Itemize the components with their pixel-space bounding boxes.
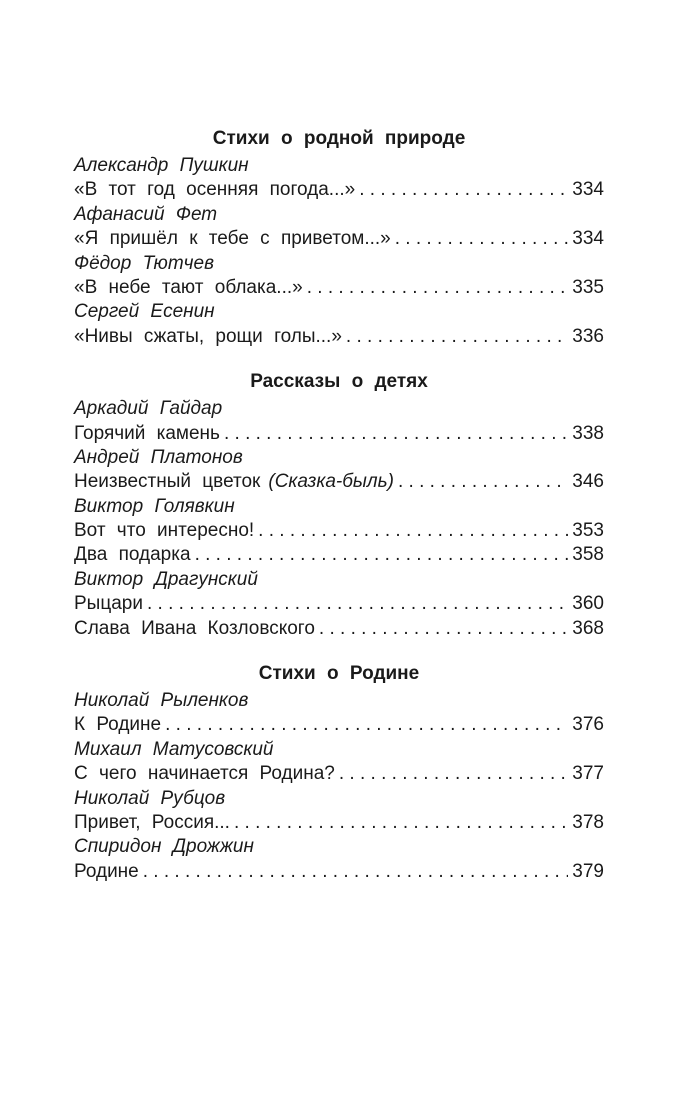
author-name: Афанасий Фет (74, 203, 218, 225)
author-name: Михаил Матусовский (74, 738, 274, 760)
page-number: 353 (572, 520, 604, 542)
toc-entry[interactable] (74, 811, 604, 835)
page-number: 336 (572, 325, 604, 347)
dot-leader (319, 617, 568, 641)
entry-title: «В небе тают облака...» (74, 276, 303, 298)
entry-title: К Родине (74, 714, 162, 736)
entry-title: Привет, Россия... (74, 811, 230, 833)
section-motherland-poems (74, 661, 604, 884)
dot-leader (395, 227, 569, 251)
dot-leader (165, 713, 568, 737)
entry-subtitle: (Сказка-быль) (268, 471, 394, 493)
author-name: Сергей Есенин (74, 301, 215, 323)
entry-title: Два подарка (74, 544, 191, 566)
entry-title: «Нивы сжаты, рощи голы...» (74, 325, 342, 347)
entry-title: Горячий камень (74, 422, 220, 444)
dot-leader (307, 276, 569, 300)
page-number: 346 (572, 471, 604, 493)
entry-title: Слава Ивана Козловского (74, 617, 315, 639)
page-number: 377 (572, 763, 604, 785)
table-of-contents (74, 126, 604, 904)
dot-leader (234, 811, 568, 835)
dot-leader (224, 422, 568, 446)
dot-leader (359, 178, 568, 202)
author-name: Виктор Драгунский (74, 568, 258, 590)
toc-entry[interactable] (74, 325, 604, 349)
section-title: Рассказы о детях (250, 371, 428, 393)
entry-title: «Я пришёл к тебе с приветом...» (74, 228, 391, 250)
author-name: Александр Пушкин (74, 155, 249, 176)
dot-leader (346, 325, 568, 349)
entry-title: Неизвестный цветок (74, 471, 261, 493)
author-name: Спиридон Дрожжин (74, 836, 254, 858)
page-number: 334 (572, 228, 604, 250)
page-number: 334 (572, 179, 604, 201)
author-name: Николай Рубцов (74, 787, 226, 809)
author-name: Андрей Платонов (74, 446, 243, 468)
page-number: 338 (572, 422, 604, 444)
dot-leader (398, 470, 568, 494)
section-title: Стихи о Родине (258, 663, 420, 685)
entry-title: Родине (74, 860, 139, 882)
entry-title: «В тот год осенняя погода...» (74, 179, 356, 201)
entry-title: Вот что интересно! (74, 520, 255, 542)
toc-entry[interactable] (74, 470, 604, 494)
dot-leader (143, 860, 569, 884)
author-name: Фёдор Тютчев (74, 252, 214, 274)
toc-entry[interactable] (74, 762, 604, 786)
toc-entry[interactable] (74, 178, 604, 202)
dot-leader (258, 519, 568, 543)
page-number: 358 (572, 544, 604, 566)
toc-entry[interactable] (74, 713, 604, 737)
section-title: Стихи о родной природе (212, 128, 466, 149)
toc-entry[interactable] (74, 519, 604, 543)
page-number: 378 (572, 811, 604, 833)
entry-title: Рыцари (74, 593, 143, 615)
section-stories-about-children (74, 369, 604, 641)
dot-leader (147, 592, 568, 616)
author-name: Виктор Голявкин (74, 495, 235, 517)
page-number: 360 (572, 593, 604, 615)
entry-title: С чего начинается Родина? (74, 763, 335, 785)
page-number: 368 (572, 617, 604, 639)
section-nature-poems (74, 126, 604, 349)
author-name: Аркадий Гайдар (74, 398, 223, 420)
toc-entry[interactable] (74, 860, 604, 884)
page-number: 379 (572, 860, 604, 882)
toc-entry[interactable] (74, 276, 604, 300)
dot-leader (339, 762, 568, 786)
toc-entry[interactable] (74, 592, 604, 616)
toc-entry[interactable] (74, 422, 604, 446)
toc-entry[interactable] (74, 617, 604, 641)
page-number: 335 (572, 276, 604, 298)
toc-entry[interactable] (74, 543, 604, 567)
author-name: Николай Рыленков (74, 690, 249, 712)
toc-entry[interactable] (74, 227, 604, 251)
dot-leader (195, 543, 569, 567)
page-number: 376 (572, 714, 604, 736)
